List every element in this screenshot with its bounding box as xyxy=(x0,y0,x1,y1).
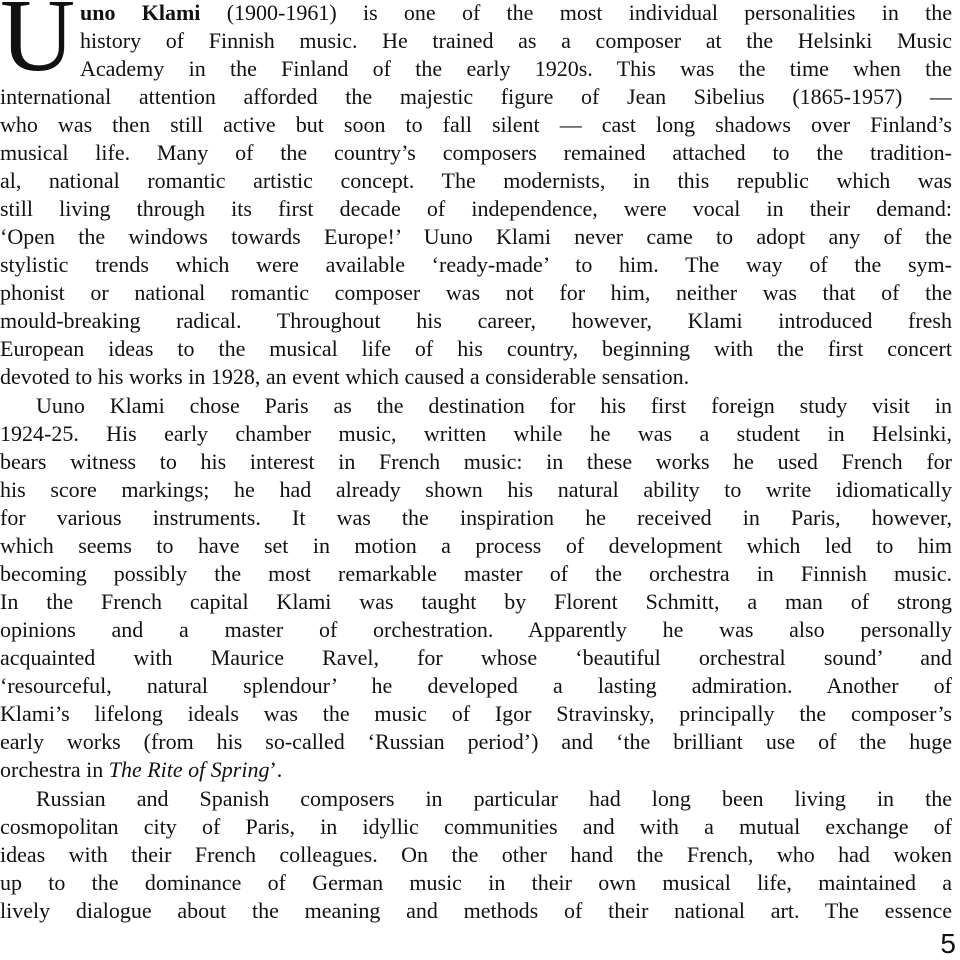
text-line: becoming possibly the most remarkable master of the orchestra in Finnish music. xyxy=(0,561,952,586)
text-line: Klami’s lifelong ideals was the music of Igor Stravinsky, principally the composer’s xyxy=(0,701,952,726)
text-line: Academy in the Finland of the early 1920s. This was the time when the xyxy=(80,56,952,81)
text-line: musical life. Many of the country’s composers remained attached to the tradition- xyxy=(0,140,952,165)
text-line: acquainted with Maurice Ravel, for whose ‘beautiful orchestral sound’ and xyxy=(0,645,952,670)
text-line: bears witness to his interest in French music: in these works he used French for xyxy=(0,449,952,474)
text-line: lively dialogue about the meaning and methods of their national art. The essence xyxy=(0,898,952,923)
text-line: for various instruments. It was the inspiration he received in Paris, however, xyxy=(0,505,952,530)
text-line: devoted to his works in 1928, an event which caused a considerable sensation. xyxy=(0,364,690,389)
text-line: mould-breaking radical. Throughout his career, however, Klami introduced fresh xyxy=(0,308,952,333)
text-line: ‘resourceful, natural splendour’ he developed a lasting admiration. Another of xyxy=(0,673,952,698)
text-line: history of Finnish music. He trained as a composer at the Helsinki Music xyxy=(80,28,952,53)
text-line: In the French capital Klami was taught by Florent Schmitt, a man of strong xyxy=(0,589,952,614)
text-line: European ideas to the musical life of his country, beginning with the first concert xyxy=(0,336,952,361)
text-line: cosmopolitan city of Paris, in idyllic communities and with a mutual exchange of xyxy=(0,814,952,839)
text-line: 1924-25. His early chamber music, written while he was a student in Helsinki, xyxy=(0,421,952,446)
text-line: still living through its first decade of independence, were vocal in their demand: xyxy=(0,196,952,221)
text-line: who was then still active but soon to fall silent — cast long shadows over Finland’s xyxy=(0,112,952,137)
text-line: phonist or national romantic composer was not for him, neither was that of the xyxy=(0,280,952,305)
text-line: uno Klami (1900-1961) is one of the most individual personalities in the xyxy=(80,0,952,25)
text-line: orchestra in The Rite of Spring’. xyxy=(0,757,283,782)
text-line: al, national romantic artistic concept. The modernists, in this republic which was xyxy=(0,168,952,193)
author-name: uno Klami xyxy=(80,0,201,25)
text-line: opinions and a master of orchestration. Apparently he was also personally xyxy=(0,617,952,642)
drop-cap: U xyxy=(0,0,76,93)
work-title: The Rite of Spring xyxy=(108,757,270,782)
text-line: Uuno Klami chose Paris as the destination for his first foreign study visit in xyxy=(36,393,952,418)
text-line: ideas with their French colleagues. On the other hand the French, who had woken xyxy=(0,842,952,867)
text-line: Russian and Spanish composers in particular had long been living in the xyxy=(36,786,952,811)
text-line: ‘Open the windows towards Europe!’ Uuno Klami never came to adopt any of the xyxy=(0,224,952,249)
text-line: up to the dominance of German music in their own musical life, maintained a xyxy=(0,870,952,895)
text-line: international attention afforded the majestic figure of Jean Sibelius (1865-1957) — xyxy=(0,84,952,109)
text-line: his score markings; he had already shown his natural ability to write idiomatically xyxy=(0,477,952,502)
text-line: which seems to have set in motion a process of development which led to him xyxy=(0,533,952,558)
text-line: stylistic trends which were available ‘ready-made’ to him. The way of the sym- xyxy=(0,252,952,277)
page-number: 5 xyxy=(940,928,956,959)
text-line: early works (from his so-called ‘Russian period’) and ‘the brilliant use of the huge xyxy=(0,729,952,754)
